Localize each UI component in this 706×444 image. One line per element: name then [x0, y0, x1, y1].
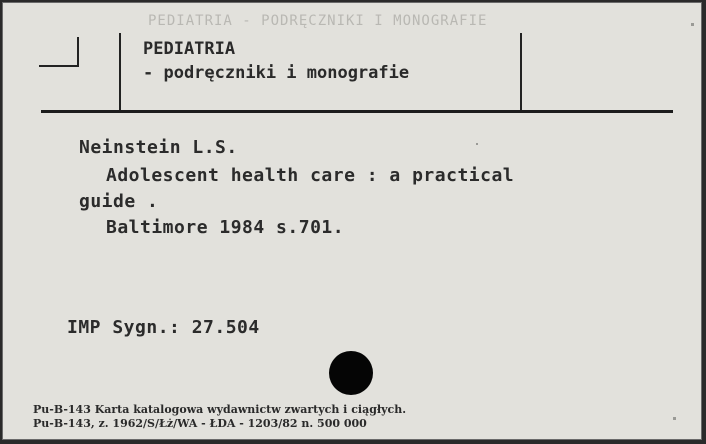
faded-header-text: PEDIATRIA - PODRĘCZNIKI I MONOGRAFIE: [148, 13, 488, 29]
footer-line-1: Pu-B-143 Karta katalogowa wydawnictw zwartych i ciągłych.: [33, 403, 407, 416]
subject-heading: PEDIATRIA: [143, 39, 236, 59]
paper-speck: [673, 417, 676, 420]
right-divider: [520, 33, 522, 113]
left-divider: [119, 33, 121, 113]
title-line-1: Adolescent health care : a practical: [106, 165, 515, 186]
paper-speck: [691, 23, 694, 26]
title-line-2: guide .: [79, 191, 159, 212]
author-line: Neinstein L.S.: [79, 137, 238, 158]
footer-line-2: Pu-B-143, z. 1962/S/Łż/WA - ŁDA - 1203/82 n. 500 000: [33, 417, 367, 430]
header-rule: [41, 110, 673, 113]
subject-subheading: - podręczniki i monografie: [143, 63, 410, 83]
catalog-card: [2, 2, 702, 440]
corner-mark: [39, 37, 79, 67]
imprint-line: Baltimore 1984 s.701.: [106, 217, 345, 238]
punch-hole: [329, 351, 373, 395]
paper-speck: [476, 143, 478, 145]
call-number: IMP Sygn.: 27.504: [67, 317, 260, 338]
